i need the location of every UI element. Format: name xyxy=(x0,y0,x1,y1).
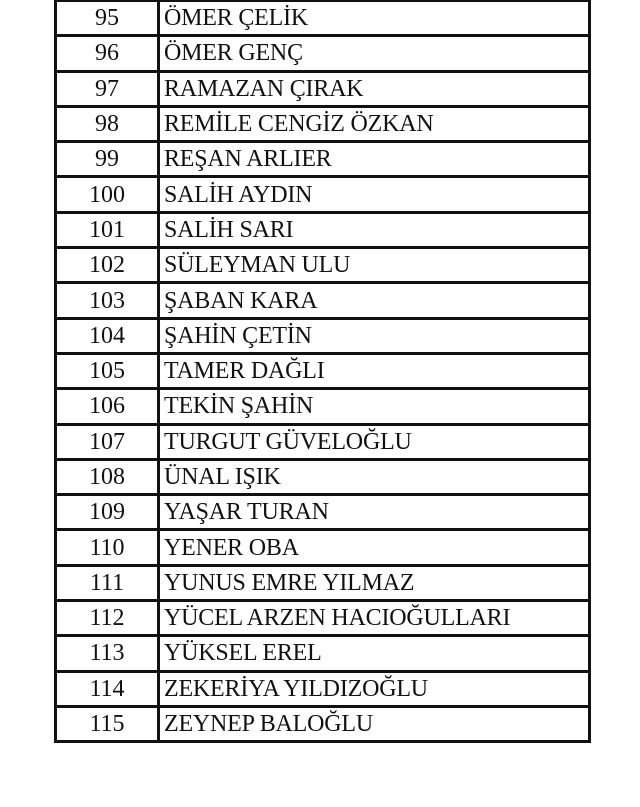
row-number: 101 xyxy=(56,212,159,247)
person-name: SALİH AYDIN xyxy=(159,177,590,212)
row-number: 103 xyxy=(56,283,159,318)
person-name: ÖMER ÇELİK xyxy=(159,1,590,36)
table-row xyxy=(56,1,590,36)
row-number: 112 xyxy=(56,601,159,636)
row-number: 107 xyxy=(56,424,159,459)
table-row xyxy=(56,565,590,600)
person-name: TEKİN ŞAHİN xyxy=(159,389,590,424)
person-name: ÖMER GENÇ xyxy=(159,36,590,71)
person-name: REŞAN ARLIER xyxy=(159,142,590,177)
table-row xyxy=(56,459,590,494)
table-row xyxy=(56,71,590,106)
person-name: REMİLE CENGİZ ÖZKAN xyxy=(159,106,590,141)
person-name: YAŞAR TURAN xyxy=(159,495,590,530)
person-name: SALİH SARI xyxy=(159,212,590,247)
person-name: ZEKERİYA YILDIZOĞLU xyxy=(159,671,590,706)
table-row xyxy=(56,424,590,459)
row-number: 109 xyxy=(56,495,159,530)
table-row xyxy=(56,389,590,424)
table-row xyxy=(56,212,590,247)
row-number: 104 xyxy=(56,318,159,353)
table-row xyxy=(56,601,590,636)
row-number: 114 xyxy=(56,671,159,706)
row-number: 96 xyxy=(56,36,159,71)
table-row xyxy=(56,353,590,388)
table-row xyxy=(56,671,590,706)
table-row xyxy=(56,106,590,141)
table-row xyxy=(56,495,590,530)
row-number: 106 xyxy=(56,389,159,424)
row-number: 95 xyxy=(56,1,159,36)
table-row xyxy=(56,177,590,212)
row-number: 102 xyxy=(56,248,159,283)
row-number: 100 xyxy=(56,177,159,212)
person-name: ŞABAN KARA xyxy=(159,283,590,318)
table-row xyxy=(56,142,590,177)
row-number: 111 xyxy=(56,565,159,600)
table-row xyxy=(56,283,590,318)
person-name: TAMER DAĞLI xyxy=(159,353,590,388)
row-number: 113 xyxy=(56,636,159,671)
row-number: 99 xyxy=(56,142,159,177)
person-name: RAMAZAN ÇIRAK xyxy=(159,71,590,106)
person-name: YÜCEL ARZEN HACIOĞULLARI xyxy=(159,601,590,636)
row-number: 115 xyxy=(56,706,159,741)
table-row xyxy=(56,36,590,71)
row-number: 105 xyxy=(56,353,159,388)
table-row xyxy=(56,248,590,283)
table-row xyxy=(56,530,590,565)
table-row xyxy=(56,318,590,353)
person-name: YENER OBA xyxy=(159,530,590,565)
row-number: 108 xyxy=(56,459,159,494)
table-row xyxy=(56,706,590,741)
row-number: 98 xyxy=(56,106,159,141)
names-table xyxy=(54,0,591,743)
person-name: YUNUS EMRE YILMAZ xyxy=(159,565,590,600)
person-name: YÜKSEL EREL xyxy=(159,636,590,671)
person-name: ZEYNEP BALOĞLU xyxy=(159,706,590,741)
row-number: 110 xyxy=(56,530,159,565)
person-name: TURGUT GÜVELOĞLU xyxy=(159,424,590,459)
person-name: SÜLEYMAN ULU xyxy=(159,248,590,283)
table-row xyxy=(56,636,590,671)
person-name: ÜNAL IŞIK xyxy=(159,459,590,494)
row-number: 97 xyxy=(56,71,159,106)
person-name: ŞAHİN ÇETİN xyxy=(159,318,590,353)
